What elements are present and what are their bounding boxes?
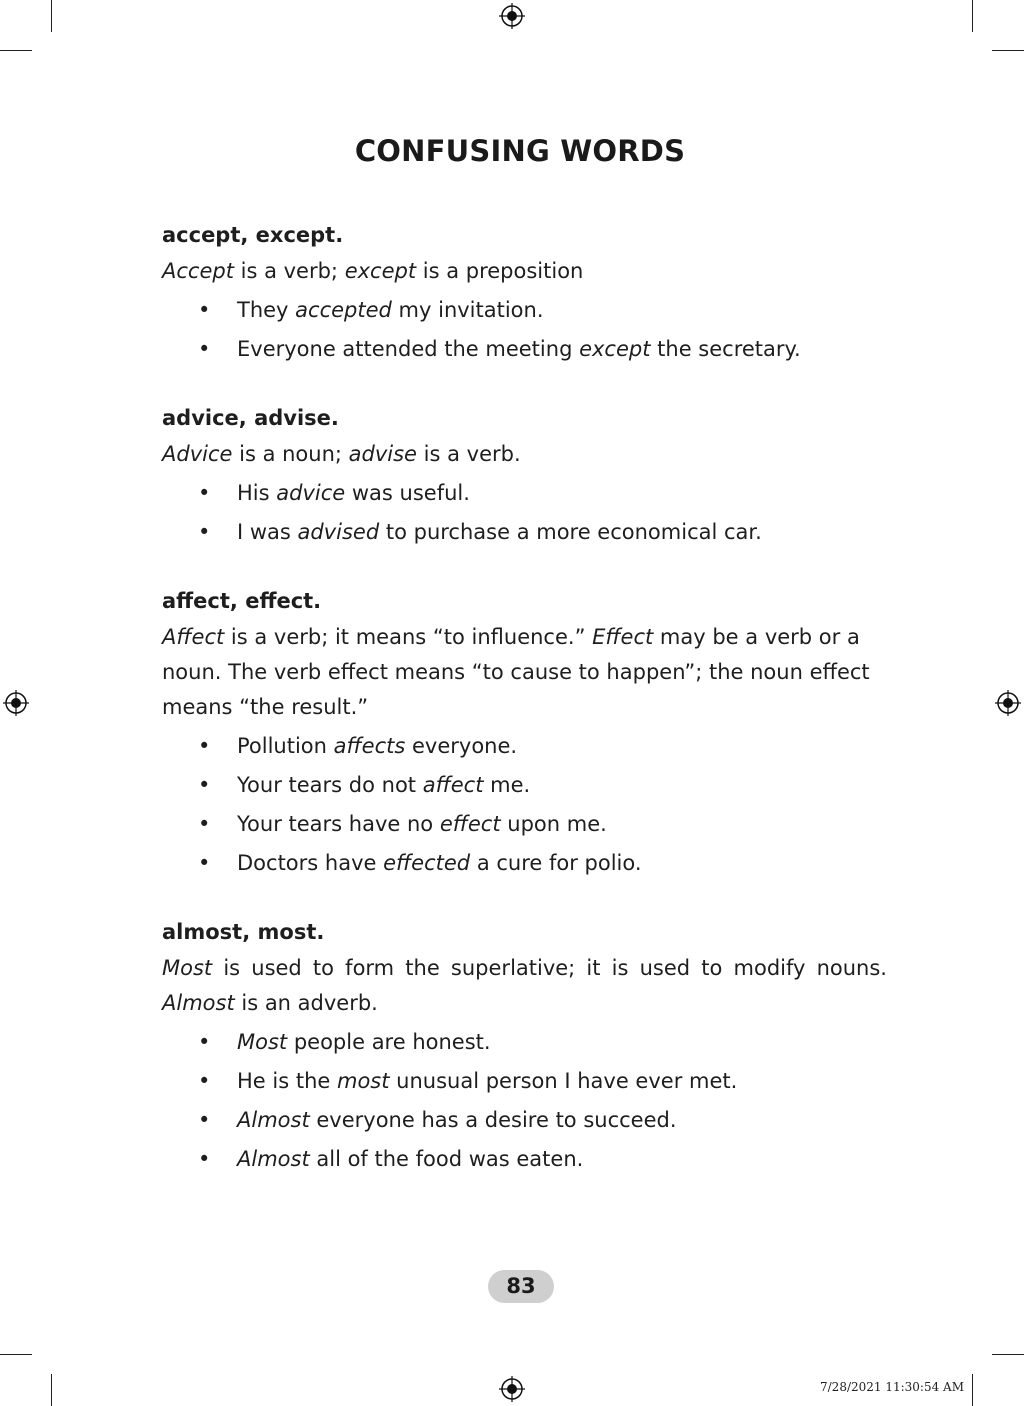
bullet-icon: • [198,298,211,322]
print-timestamp: 7/28/2021 11:30:54 AM [820,1380,965,1394]
italic-word: affects [333,734,406,758]
text-run: upon me. [500,812,607,836]
text-run: unusual person I have ever met. [389,1069,738,1093]
text-run: the secretary. [650,337,801,361]
crop-mark-bottom-left [0,1354,32,1355]
example-item [162,846,887,881]
example-list [162,293,887,367]
word-entry [162,218,887,367]
word-entry [162,401,887,550]
text-run: my invitation. [391,298,544,322]
text-run: is an adverb. [234,991,378,1015]
crop-mark-bottom-right [972,1374,973,1406]
example-item [162,293,887,328]
entry-term: affect, effect. [162,589,322,613]
page-title: CONFUSING WORDS [354,134,686,168]
text-run: He is the [237,1069,337,1093]
italic-word: Almost [162,991,235,1015]
registration-mark-icon [499,1376,525,1402]
example-list [162,476,887,550]
crop-mark-top-right [992,50,1024,51]
bullet-icon: • [198,481,211,505]
italic-word: Most [162,956,213,980]
text-run: They [237,298,296,322]
bullet-icon: • [198,337,211,361]
bullet-icon: • [198,812,211,836]
registration-mark-icon [995,690,1021,716]
text-run: was useful. [345,481,470,505]
text-run: His [237,481,277,505]
entry-explanation [162,951,887,1021]
text-run: everyone. [405,734,518,758]
example-item [162,1064,887,1099]
italic-word: advice [276,481,346,505]
text-run: all of the food was eaten. [309,1147,584,1171]
crop-mark-top-left [51,0,52,32]
entry-term: accept, except. [162,223,344,247]
italic-word: Effect [592,625,654,649]
italic-word: accepted [295,298,392,322]
text-run: Your tears have no [237,812,440,836]
crop-mark-top-left [0,50,32,51]
text-run: everyone has a desire to succeed. [309,1108,677,1132]
example-item [162,515,887,550]
example-item [162,729,887,764]
italic-word: advise [348,442,417,466]
bullet-icon: • [198,734,211,758]
registration-mark-icon [3,690,29,716]
word-entries [162,218,887,1211]
example-item [162,1142,887,1177]
crop-mark-top-right [972,0,973,32]
bullet-icon: • [198,1147,211,1171]
example-list [162,1025,887,1177]
example-item [162,332,887,367]
text-run: is a noun; [232,442,349,466]
italic-word: except [579,337,651,361]
text-run: is a verb; [233,259,345,283]
text-run: is used to form the superlative; it is used to modify nouns. [212,956,887,980]
bullet-icon: • [198,520,211,544]
text-run: to purchase a more economical car. [379,520,762,544]
page-number: 83 [488,1270,554,1303]
text-run: Pollution [237,734,334,758]
bullet-icon: • [198,773,211,797]
bullet-icon: • [198,1108,211,1132]
italic-word: effect [439,812,501,836]
example-item [162,1103,887,1138]
italic-word: Almost [237,1108,310,1132]
bullet-icon: • [198,1069,211,1093]
word-entry [162,915,887,1177]
entry-explanation [162,437,887,472]
italic-word: Affect [162,625,225,649]
entry-term: almost, most. [162,920,325,944]
italic-word: except [344,259,417,283]
entry-term: advice, advise. [162,406,339,430]
bullet-icon: • [198,851,211,875]
example-list [162,729,887,881]
example-item [162,768,887,803]
text-run: Doctors have [237,851,384,875]
text-run: Your tears do not [237,773,423,797]
text-run: people are honest. [287,1030,491,1054]
registration-mark-icon [499,3,525,29]
entry-explanation [162,254,887,289]
bullet-icon: • [198,1030,211,1054]
italic-word: Advice [162,442,233,466]
text-run: I was [237,520,298,544]
italic-word: most [336,1069,390,1093]
text-run: me. [483,773,531,797]
italic-word: affect [422,773,484,797]
example-item [162,807,887,842]
italic-word: Most [237,1030,288,1054]
text-run: Everyone attended the meeting [237,337,580,361]
italic-word: advised [297,520,380,544]
text-run: is a verb; it means “to influence.” [224,625,593,649]
italic-word: effected [383,851,471,875]
italic-word: Almost [237,1147,310,1171]
text-run: a cure for polio. [470,851,642,875]
italic-word: Accept [162,259,234,283]
text-run: may be a verb or a noun. The verb effect means “to cause to happen”; the noun effect means “the result.” [162,625,870,719]
text-run: is a preposition [416,259,584,283]
crop-mark-bottom-left [51,1374,52,1406]
text-run: is a verb. [416,442,521,466]
crop-mark-bottom-right [992,1354,1024,1355]
example-item [162,476,887,511]
word-entry [162,584,887,881]
example-item [162,1025,887,1060]
entry-explanation [162,620,887,725]
